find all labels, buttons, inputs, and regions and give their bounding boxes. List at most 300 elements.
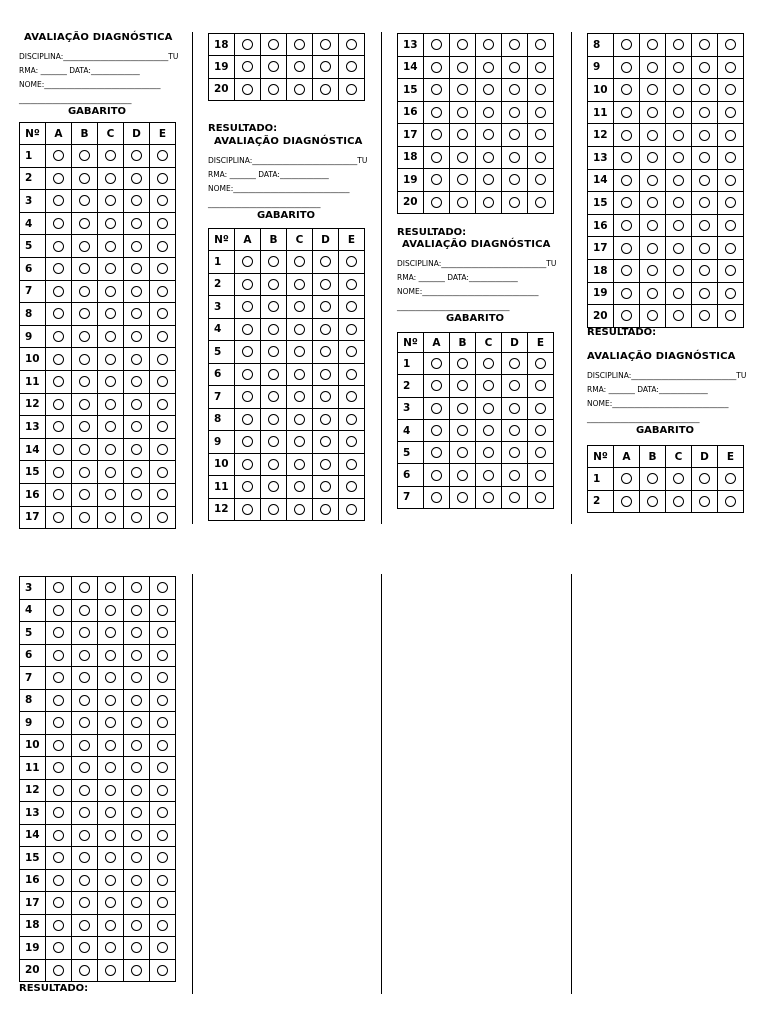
answer-bubble-a[interactable]	[621, 243, 632, 254]
answer-bubble-b[interactable]	[268, 279, 279, 290]
answer-bubble-b[interactable]	[647, 473, 658, 484]
answer-bubble-a[interactable]	[431, 470, 442, 481]
answer-bubble-e[interactable]	[157, 830, 168, 841]
answer-bubble-c[interactable]	[483, 152, 494, 163]
answer-bubble-b[interactable]	[268, 369, 279, 380]
answer-bubble-c[interactable]	[673, 288, 684, 299]
answer-bubble-b[interactable]	[457, 403, 468, 414]
answer-bubble-e[interactable]	[725, 39, 736, 50]
answer-bubble-a[interactable]	[242, 279, 253, 290]
answer-bubble-e[interactable]	[535, 39, 546, 50]
answer-bubble-b[interactable]	[79, 717, 90, 728]
answer-bubble-c[interactable]	[294, 39, 305, 50]
answer-bubble-d[interactable]	[509, 107, 520, 118]
answer-bubble-d[interactable]	[699, 496, 710, 507]
answer-bubble-a[interactable]	[53, 920, 64, 931]
answer-bubble-a[interactable]	[242, 61, 253, 72]
answer-bubble-b[interactable]	[647, 175, 658, 186]
answer-bubble-e[interactable]	[157, 942, 168, 953]
answer-bubble-d[interactable]	[320, 414, 331, 425]
answer-bubble-b[interactable]	[457, 447, 468, 458]
answer-bubble-d[interactable]	[131, 897, 142, 908]
answer-bubble-b[interactable]	[79, 489, 90, 500]
answer-bubble-d[interactable]	[699, 197, 710, 208]
answer-bubble-b[interactable]	[457, 425, 468, 436]
answer-bubble-d[interactable]	[131, 150, 142, 161]
answer-bubble-a[interactable]	[621, 84, 632, 95]
answer-bubble-e[interactable]	[157, 695, 168, 706]
answer-bubble-e[interactable]	[157, 605, 168, 616]
answer-bubble-d[interactable]	[131, 467, 142, 478]
answer-bubble-e[interactable]	[157, 444, 168, 455]
answer-bubble-a[interactable]	[53, 421, 64, 432]
answer-bubble-c[interactable]	[673, 310, 684, 321]
answer-bubble-c[interactable]	[105, 785, 116, 796]
answer-bubble-c[interactable]	[105, 695, 116, 706]
answer-bubble-e[interactable]	[725, 107, 736, 118]
answer-bubble-a[interactable]	[242, 301, 253, 312]
answer-bubble-c[interactable]	[673, 152, 684, 163]
answer-bubble-c[interactable]	[105, 672, 116, 683]
answer-bubble-a[interactable]	[242, 459, 253, 470]
answer-bubble-c[interactable]	[294, 301, 305, 312]
answer-bubble-a[interactable]	[53, 605, 64, 616]
answer-bubble-e[interactable]	[535, 107, 546, 118]
answer-bubble-c[interactable]	[673, 220, 684, 231]
answer-bubble-d[interactable]	[699, 288, 710, 299]
answer-bubble-c[interactable]	[105, 241, 116, 252]
answer-bubble-d[interactable]	[699, 39, 710, 50]
answer-bubble-e[interactable]	[725, 243, 736, 254]
answer-bubble-d[interactable]	[131, 852, 142, 863]
answer-bubble-e[interactable]	[157, 489, 168, 500]
name-field[interactable]: NOME:_______________________________	[19, 80, 161, 89]
answer-bubble-e[interactable]	[157, 399, 168, 410]
answer-bubble-e[interactable]	[157, 807, 168, 818]
answer-bubble-e[interactable]	[346, 279, 357, 290]
answer-bubble-e[interactable]	[725, 496, 736, 507]
answer-bubble-c[interactable]	[673, 39, 684, 50]
answer-bubble-b[interactable]	[79, 920, 90, 931]
answer-bubble-c[interactable]	[105, 875, 116, 886]
answer-bubble-a[interactable]	[621, 197, 632, 208]
answer-bubble-b[interactable]	[647, 62, 658, 73]
answer-bubble-c[interactable]	[483, 470, 494, 481]
answer-bubble-a[interactable]	[242, 324, 253, 335]
answer-bubble-b[interactable]	[457, 84, 468, 95]
answer-bubble-b[interactable]	[457, 107, 468, 118]
answer-bubble-c[interactable]	[294, 279, 305, 290]
answer-bubble-d[interactable]	[131, 807, 142, 818]
answer-bubble-e[interactable]	[157, 308, 168, 319]
answer-bubble-d[interactable]	[131, 650, 142, 661]
answer-bubble-b[interactable]	[268, 414, 279, 425]
answer-bubble-c[interactable]	[105, 627, 116, 638]
answer-bubble-b[interactable]	[457, 197, 468, 208]
answer-bubble-e[interactable]	[725, 288, 736, 299]
answer-bubble-b[interactable]	[79, 150, 90, 161]
answer-bubble-e[interactable]	[157, 740, 168, 751]
answer-bubble-c[interactable]	[483, 380, 494, 391]
answer-bubble-b[interactable]	[457, 62, 468, 73]
answer-bubble-a[interactable]	[53, 852, 64, 863]
answer-bubble-e[interactable]	[157, 421, 168, 432]
answer-bubble-b[interactable]	[79, 740, 90, 751]
answer-bubble-b[interactable]	[647, 496, 658, 507]
answer-bubble-b[interactable]	[79, 376, 90, 387]
answer-bubble-d[interactable]	[131, 444, 142, 455]
answer-bubble-a[interactable]	[431, 129, 442, 140]
answer-bubble-a[interactable]	[53, 695, 64, 706]
answer-bubble-e[interactable]	[346, 414, 357, 425]
answer-bubble-e[interactable]	[157, 717, 168, 728]
answer-bubble-a[interactable]	[621, 130, 632, 141]
answer-bubble-d[interactable]	[131, 627, 142, 638]
answer-bubble-a[interactable]	[53, 807, 64, 818]
answer-bubble-d[interactable]	[699, 220, 710, 231]
answer-bubble-a[interactable]	[53, 241, 64, 252]
answer-bubble-c[interactable]	[673, 84, 684, 95]
answer-bubble-c[interactable]	[294, 391, 305, 402]
answer-bubble-b[interactable]	[268, 346, 279, 357]
answer-bubble-b[interactable]	[268, 84, 279, 95]
answer-bubble-c[interactable]	[105, 762, 116, 773]
answer-bubble-d[interactable]	[131, 241, 142, 252]
answer-bubble-d[interactable]	[320, 346, 331, 357]
rma-date-field[interactable]: RMA: _______ DATA:_____________	[397, 273, 518, 282]
answer-bubble-e[interactable]	[157, 920, 168, 931]
answer-bubble-e[interactable]	[535, 492, 546, 503]
answer-bubble-b[interactable]	[647, 310, 658, 321]
answer-bubble-e[interactable]	[157, 150, 168, 161]
answer-bubble-b[interactable]	[647, 39, 658, 50]
answer-bubble-d[interactable]	[131, 785, 142, 796]
answer-bubble-d[interactable]	[131, 218, 142, 229]
answer-bubble-e[interactable]	[535, 403, 546, 414]
answer-bubble-e[interactable]	[346, 391, 357, 402]
answer-bubble-b[interactable]	[268, 436, 279, 447]
answer-bubble-d[interactable]	[320, 436, 331, 447]
answer-bubble-c[interactable]	[105, 920, 116, 931]
answer-bubble-d[interactable]	[509, 470, 520, 481]
answer-bubble-d[interactable]	[131, 286, 142, 297]
discipline-field[interactable]: DISCIPLINA:____________________________TU	[19, 52, 179, 61]
answer-bubble-e[interactable]	[157, 376, 168, 387]
answer-bubble-a[interactable]	[242, 256, 253, 267]
answer-bubble-d[interactable]	[320, 369, 331, 380]
answer-bubble-b[interactable]	[457, 358, 468, 369]
answer-bubble-e[interactable]	[157, 218, 168, 229]
answer-bubble-e[interactable]	[157, 672, 168, 683]
answer-bubble-a[interactable]	[53, 627, 64, 638]
answer-bubble-c[interactable]	[483, 174, 494, 185]
answer-bubble-e[interactable]	[725, 265, 736, 276]
answer-bubble-a[interactable]	[431, 62, 442, 73]
answer-bubble-c[interactable]	[294, 84, 305, 95]
answer-bubble-d[interactable]	[509, 129, 520, 140]
answer-bubble-a[interactable]	[53, 875, 64, 886]
answer-bubble-a[interactable]	[53, 650, 64, 661]
answer-bubble-d[interactable]	[131, 672, 142, 683]
answer-bubble-c[interactable]	[294, 436, 305, 447]
answer-bubble-e[interactable]	[157, 467, 168, 478]
answer-bubble-d[interactable]	[320, 279, 331, 290]
answer-bubble-e[interactable]	[535, 62, 546, 73]
answer-bubble-a[interactable]	[242, 346, 253, 357]
answer-bubble-c[interactable]	[105, 150, 116, 161]
answer-bubble-c[interactable]	[673, 243, 684, 254]
answer-bubble-b[interactable]	[79, 467, 90, 478]
answer-bubble-b[interactable]	[647, 288, 658, 299]
answer-bubble-a[interactable]	[431, 174, 442, 185]
answer-bubble-b[interactable]	[79, 354, 90, 365]
answer-bubble-e[interactable]	[725, 220, 736, 231]
answer-bubble-a[interactable]	[431, 380, 442, 391]
answer-bubble-b[interactable]	[647, 197, 658, 208]
answer-bubble-e[interactable]	[535, 380, 546, 391]
answer-bubble-a[interactable]	[53, 354, 64, 365]
answer-bubble-d[interactable]	[131, 830, 142, 841]
answer-bubble-c[interactable]	[483, 62, 494, 73]
answer-bubble-e[interactable]	[157, 241, 168, 252]
answer-bubble-e[interactable]	[346, 481, 357, 492]
answer-bubble-e[interactable]	[725, 84, 736, 95]
answer-bubble-d[interactable]	[699, 107, 710, 118]
rma-date-field[interactable]: RMA: _______ DATA:_____________	[208, 170, 329, 179]
answer-bubble-d[interactable]	[131, 376, 142, 387]
answer-bubble-b[interactable]	[79, 173, 90, 184]
answer-bubble-a[interactable]	[242, 39, 253, 50]
answer-bubble-b[interactable]	[79, 785, 90, 796]
answer-bubble-b[interactable]	[79, 875, 90, 886]
answer-bubble-d[interactable]	[699, 243, 710, 254]
answer-bubble-b[interactable]	[79, 807, 90, 818]
answer-bubble-d[interactable]	[699, 130, 710, 141]
answer-bubble-d[interactable]	[131, 582, 142, 593]
answer-bubble-a[interactable]	[53, 467, 64, 478]
answer-bubble-d[interactable]	[509, 358, 520, 369]
answer-bubble-c[interactable]	[483, 425, 494, 436]
name-field[interactable]: NOME:_______________________________	[397, 287, 539, 296]
answer-bubble-a[interactable]	[53, 582, 64, 593]
answer-bubble-b[interactable]	[457, 39, 468, 50]
answer-bubble-a[interactable]	[53, 376, 64, 387]
answer-bubble-a[interactable]	[53, 785, 64, 796]
answer-bubble-c[interactable]	[105, 399, 116, 410]
answer-bubble-a[interactable]	[621, 152, 632, 163]
answer-bubble-e[interactable]	[157, 762, 168, 773]
rma-date-field[interactable]: RMA: _______ DATA:_____________	[19, 66, 140, 75]
answer-bubble-c[interactable]	[105, 740, 116, 751]
answer-bubble-b[interactable]	[79, 942, 90, 953]
answer-bubble-d[interactable]	[131, 354, 142, 365]
answer-bubble-e[interactable]	[725, 62, 736, 73]
name-field[interactable]: NOME:_______________________________	[587, 399, 729, 408]
answer-bubble-c[interactable]	[294, 414, 305, 425]
answer-bubble-c[interactable]	[483, 447, 494, 458]
answer-bubble-a[interactable]	[621, 62, 632, 73]
answer-bubble-c[interactable]	[105, 467, 116, 478]
answer-bubble-d[interactable]	[320, 391, 331, 402]
answer-bubble-e[interactable]	[346, 301, 357, 312]
answer-bubble-e[interactable]	[157, 263, 168, 274]
answer-bubble-a[interactable]	[242, 414, 253, 425]
answer-bubble-a[interactable]	[53, 195, 64, 206]
answer-bubble-a[interactable]	[242, 369, 253, 380]
answer-bubble-c[interactable]	[483, 84, 494, 95]
answer-bubble-c[interactable]	[673, 197, 684, 208]
answer-bubble-c[interactable]	[105, 605, 116, 616]
answer-bubble-d[interactable]	[320, 324, 331, 335]
answer-bubble-c[interactable]	[483, 107, 494, 118]
answer-bubble-b[interactable]	[647, 130, 658, 141]
answer-bubble-b[interactable]	[79, 421, 90, 432]
answer-bubble-b[interactable]	[268, 324, 279, 335]
answer-bubble-a[interactable]	[621, 496, 632, 507]
answer-bubble-e[interactable]	[346, 324, 357, 335]
answer-bubble-b[interactable]	[79, 263, 90, 274]
answer-bubble-b[interactable]	[457, 129, 468, 140]
answer-bubble-d[interactable]	[131, 308, 142, 319]
answer-bubble-e[interactable]	[535, 425, 546, 436]
answer-bubble-d[interactable]	[699, 473, 710, 484]
answer-bubble-b[interactable]	[79, 650, 90, 661]
rma-date-field[interactable]: RMA: _______ DATA:_____________	[587, 385, 708, 394]
answer-bubble-d[interactable]	[131, 762, 142, 773]
answer-bubble-c[interactable]	[105, 173, 116, 184]
answer-bubble-e[interactable]	[725, 197, 736, 208]
answer-bubble-d[interactable]	[320, 504, 331, 515]
answer-bubble-d[interactable]	[509, 152, 520, 163]
answer-bubble-b[interactable]	[79, 762, 90, 773]
answer-bubble-b[interactable]	[79, 308, 90, 319]
answer-bubble-c[interactable]	[105, 376, 116, 387]
answer-bubble-b[interactable]	[79, 605, 90, 616]
answer-bubble-a[interactable]	[53, 740, 64, 751]
answer-bubble-c[interactable]	[294, 369, 305, 380]
answer-bubble-d[interactable]	[509, 174, 520, 185]
answer-bubble-c[interactable]	[105, 421, 116, 432]
answer-bubble-b[interactable]	[268, 39, 279, 50]
answer-bubble-c[interactable]	[673, 62, 684, 73]
answer-bubble-a[interactable]	[242, 504, 253, 515]
answer-bubble-c[interactable]	[673, 107, 684, 118]
answer-bubble-a[interactable]	[53, 399, 64, 410]
answer-bubble-e[interactable]	[157, 354, 168, 365]
answer-bubble-e[interactable]	[346, 346, 357, 357]
answer-bubble-d[interactable]	[131, 920, 142, 931]
answer-bubble-c[interactable]	[673, 175, 684, 186]
discipline-field[interactable]: DISCIPLINA:____________________________TU	[208, 156, 368, 165]
answer-bubble-a[interactable]	[53, 444, 64, 455]
answer-bubble-b[interactable]	[457, 380, 468, 391]
answer-bubble-a[interactable]	[53, 830, 64, 841]
answer-bubble-d[interactable]	[509, 62, 520, 73]
answer-bubble-e[interactable]	[157, 512, 168, 523]
answer-bubble-d[interactable]	[131, 399, 142, 410]
answer-bubble-d[interactable]	[509, 425, 520, 436]
answer-bubble-a[interactable]	[53, 897, 64, 908]
answer-bubble-a[interactable]	[53, 965, 64, 976]
answer-bubble-d[interactable]	[131, 605, 142, 616]
answer-bubble-a[interactable]	[53, 331, 64, 342]
answer-bubble-b[interactable]	[79, 897, 90, 908]
answer-bubble-d[interactable]	[131, 173, 142, 184]
answer-bubble-a[interactable]	[621, 265, 632, 276]
answer-bubble-e[interactable]	[157, 173, 168, 184]
answer-bubble-c[interactable]	[105, 263, 116, 274]
answer-bubble-c[interactable]	[294, 346, 305, 357]
answer-bubble-b[interactable]	[647, 152, 658, 163]
answer-bubble-d[interactable]	[320, 61, 331, 72]
answer-bubble-c[interactable]	[673, 265, 684, 276]
answer-bubble-b[interactable]	[268, 301, 279, 312]
answer-bubble-e[interactable]	[157, 875, 168, 886]
answer-bubble-c[interactable]	[105, 897, 116, 908]
answer-bubble-b[interactable]	[79, 399, 90, 410]
answer-bubble-a[interactable]	[621, 175, 632, 186]
answer-bubble-c[interactable]	[105, 582, 116, 593]
answer-bubble-c[interactable]	[105, 218, 116, 229]
answer-bubble-a[interactable]	[431, 403, 442, 414]
answer-bubble-c[interactable]	[105, 512, 116, 523]
answer-bubble-e[interactable]	[725, 473, 736, 484]
answer-bubble-a[interactable]	[621, 220, 632, 231]
answer-bubble-b[interactable]	[268, 504, 279, 515]
answer-bubble-e[interactable]	[346, 369, 357, 380]
answer-bubble-e[interactable]	[346, 61, 357, 72]
answer-bubble-e[interactable]	[157, 195, 168, 206]
answer-bubble-d[interactable]	[131, 331, 142, 342]
answer-bubble-e[interactable]	[346, 39, 357, 50]
answer-bubble-a[interactable]	[53, 762, 64, 773]
answer-bubble-c[interactable]	[105, 852, 116, 863]
answer-bubble-b[interactable]	[79, 627, 90, 638]
answer-bubble-a[interactable]	[431, 425, 442, 436]
answer-bubble-d[interactable]	[131, 717, 142, 728]
answer-bubble-c[interactable]	[673, 130, 684, 141]
answer-bubble-c[interactable]	[483, 492, 494, 503]
answer-bubble-e[interactable]	[535, 84, 546, 95]
answer-bubble-b[interactable]	[268, 481, 279, 492]
answer-bubble-d[interactable]	[320, 459, 331, 470]
answer-bubble-a[interactable]	[242, 391, 253, 402]
answer-bubble-c[interactable]	[483, 358, 494, 369]
answer-bubble-e[interactable]	[157, 627, 168, 638]
answer-bubble-d[interactable]	[509, 39, 520, 50]
answer-bubble-e[interactable]	[535, 152, 546, 163]
answer-bubble-b[interactable]	[457, 470, 468, 481]
answer-bubble-d[interactable]	[320, 84, 331, 95]
answer-bubble-b[interactable]	[79, 331, 90, 342]
answer-bubble-b[interactable]	[647, 265, 658, 276]
discipline-field[interactable]: DISCIPLINA:____________________________TU	[587, 371, 747, 380]
answer-bubble-c[interactable]	[105, 489, 116, 500]
answer-bubble-d[interactable]	[509, 197, 520, 208]
answer-bubble-e[interactable]	[157, 852, 168, 863]
answer-bubble-e[interactable]	[157, 897, 168, 908]
answer-bubble-b[interactable]	[647, 107, 658, 118]
answer-bubble-c[interactable]	[483, 403, 494, 414]
answer-bubble-d[interactable]	[699, 62, 710, 73]
answer-bubble-c[interactable]	[483, 39, 494, 50]
answer-bubble-e[interactable]	[346, 256, 357, 267]
answer-bubble-a[interactable]	[431, 84, 442, 95]
answer-bubble-c[interactable]	[105, 308, 116, 319]
answer-bubble-e[interactable]	[346, 504, 357, 515]
answer-bubble-a[interactable]	[621, 39, 632, 50]
answer-bubble-e[interactable]	[725, 130, 736, 141]
